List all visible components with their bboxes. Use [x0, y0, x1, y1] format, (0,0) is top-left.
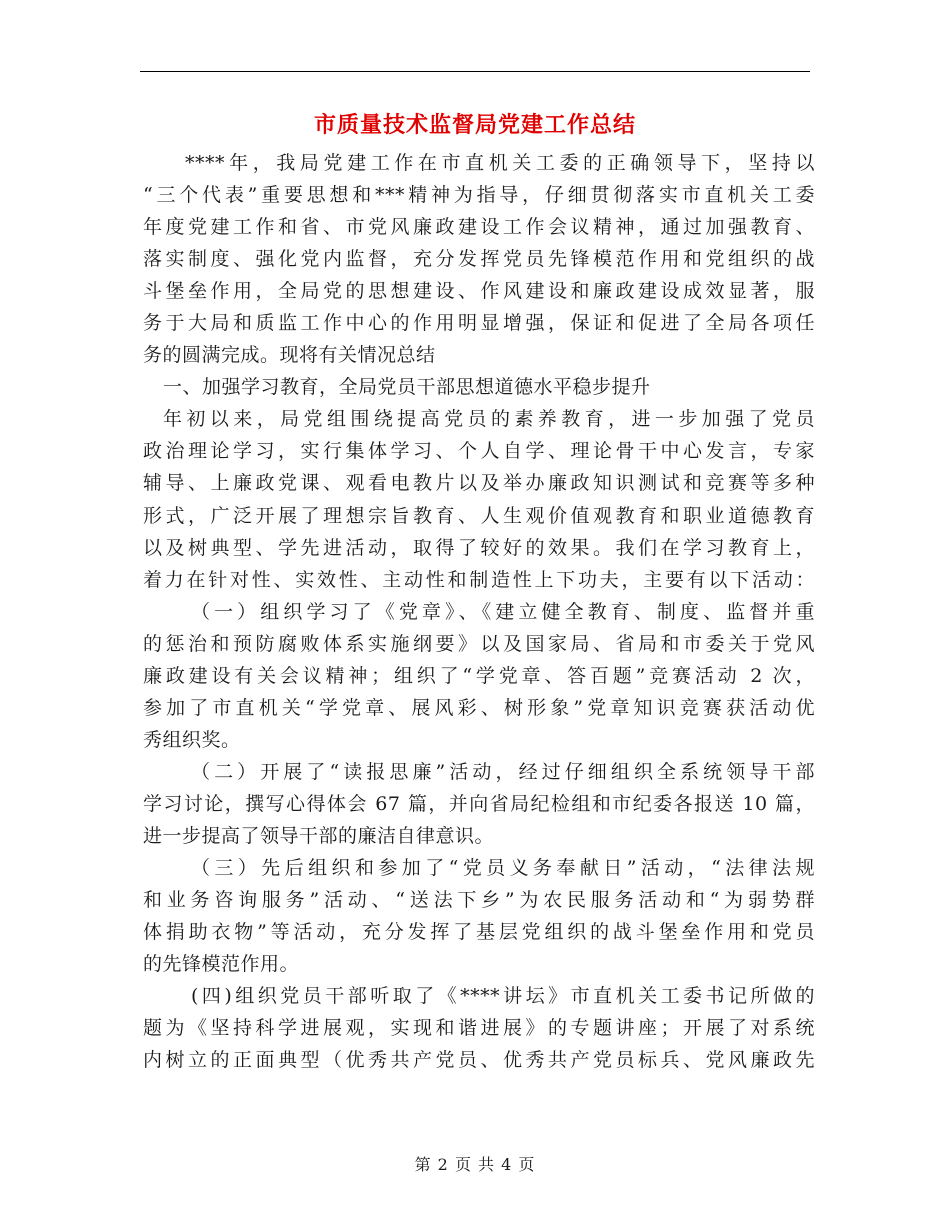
paragraph-line: 的先锋模范作用。: [143, 953, 300, 976]
paragraph-line: 参加了市直机关“学党章、展风彩、树形象”党章知识竞赛获活动优: [143, 696, 815, 719]
paragraph-line: 内树立的正面典型（优秀共产党员、优秀共产党员标兵、党风廉政先: [143, 1049, 815, 1072]
paragraph-line: 着力在针对性、实效性、主动性和制造性上下功夫，主要有以下活动：: [143, 568, 815, 591]
paragraph-line: 和业务咨询服务”活动、“送法下乡”为农民服务活动和“为弱势群: [143, 889, 815, 912]
paragraph-line: ****年，我局党建工作在市直机关工委的正确领导下，坚持以: [185, 152, 815, 174]
paragraph-line: (四)组织党员干部听取了《****讲坛》市直机关工委书记所做的: [191, 985, 815, 1008]
paragraph-line: 斗堡垒作用，全局党的思想建设、作风建设和廉政建设成效显著，服: [143, 280, 815, 303]
paragraph-line: 形式，广泛开展了理想宗旨教育、人生观价值观教育和职业道德教育: [143, 504, 815, 527]
paragraph-line: 题为《坚持科学进展观，实现和谐进展》的专题讲座；开展了对系统: [143, 1017, 815, 1040]
paragraph-line: 秀组织奖。: [143, 728, 241, 751]
paragraph-line: 年度党建工作和省、市党风廉政建设工作会议精神，通过加强教育、: [143, 216, 815, 239]
paragraph-line: 以及树典型、学先进活动，取得了较好的效果。我们在学习教育上，: [143, 536, 815, 559]
paragraph-line: 落实制度、强化党内监督，充分发挥党员先锋模范作用和党组织的战: [143, 248, 815, 271]
paragraph-line: （二）开展了“读报思廉”活动，经过仔细组织全系统领导干部: [191, 760, 815, 783]
paragraph-line: 务于大局和质监工作中心的作用明显增强，保证和促进了全局各项任: [143, 312, 815, 335]
paragraph-line: 的惩治和预防腐败体系实施纲要》以及国家局、省局和市委关于党风: [143, 632, 815, 655]
paragraph-line: （一）组织学习了《党章》、《建立健全教育、制度、监督并重: [191, 600, 815, 623]
section-heading: 一、加强学习教育，全局党员干部思想道德水平稳步提升: [163, 376, 651, 399]
header-rule: [140, 71, 810, 72]
paragraph-line: “三个代表”重要思想和***精神为指导，仔细贯彻落实市直机关工委: [143, 184, 815, 207]
paragraph-line: 年初以来，局党组围绕提高党员的素养教育，进一步加强了党员: [163, 408, 815, 431]
paragraph-line: 体捐助衣物”等活动，充分发挥了基层党组织的战斗堡垒作用和党员: [143, 921, 815, 944]
paragraph-line: 进一步提高了领导干部的廉洁自律意识。: [143, 824, 495, 847]
document-body: [143, 147, 815, 1076]
paragraph-line: 政治理论学习，实行集体学习、个人自学、理论骨干中心发言，专家: [143, 440, 815, 463]
document-title: 市质量技术监督局党建工作总结: [313, 112, 636, 138]
paragraph-line: 学习讨论，撰写心得体会 67 篇，并向省局纪检组和市纪委各报送 10 篇，: [143, 792, 815, 815]
paragraph-line: 务的圆满完成。现将有关情况总结: [143, 344, 436, 367]
paragraph-line: 辅导、上廉政党课、观看电教片以及举办廉政知识测试和竞赛等多种: [143, 472, 815, 495]
page-number: 第 2 页 共 4 页: [414, 1155, 536, 1174]
paragraph-line: 廉政建设有关会议精神；组织了“学党章、答百题”竞赛活动 2 次，: [143, 664, 815, 687]
paragraph-line: （三）先后组织和参加了“党员义务奉献日”活动，“法律法规: [191, 857, 815, 880]
